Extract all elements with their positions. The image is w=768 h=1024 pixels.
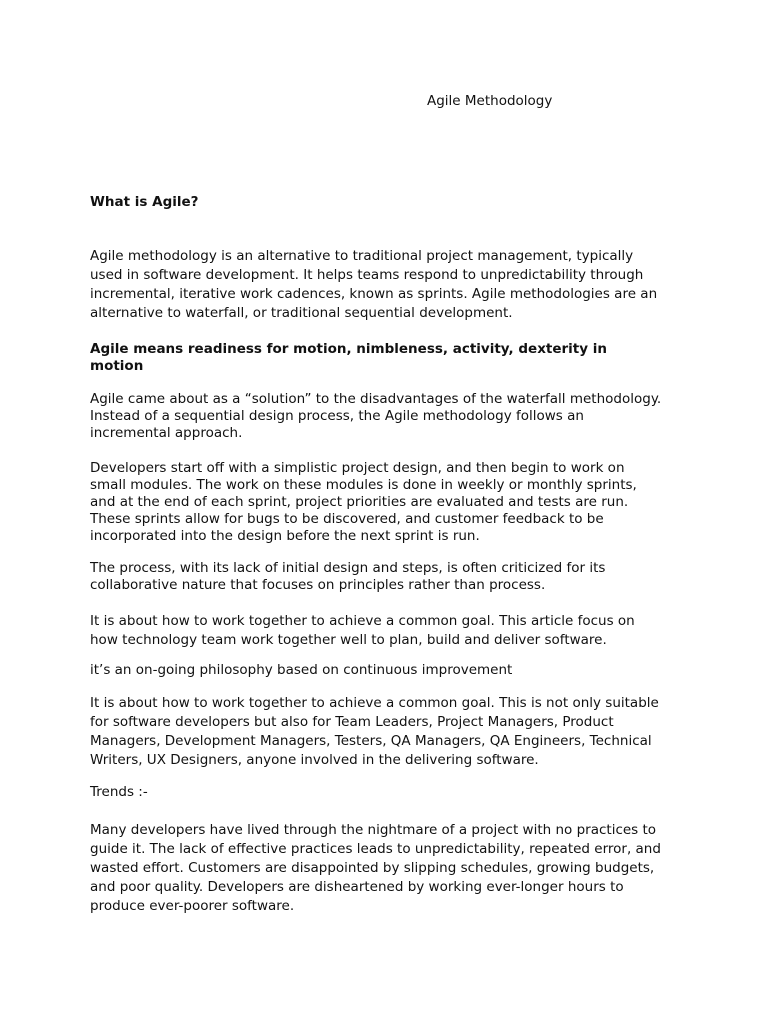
paragraph-work-together (90, 612, 690, 650)
paragraph-trends-label (90, 784, 690, 801)
heading-line: motion (90, 358, 144, 374)
text-line: and at the end of each sprint, project priorities are evaluated and tests are run. (90, 494, 629, 510)
paragraph-nightmare (90, 821, 690, 916)
text-line: incremental, iterative work cadences, known as sprints. Agile methodologies are an (90, 286, 658, 302)
text-line: Instead of a sequential design process, the Agile methodology follows an (90, 408, 584, 424)
paragraph-agile-definition (90, 247, 690, 323)
text-line: small modules. The work on these modules is done in weekly or monthly sprints, (90, 477, 637, 493)
paragraph-philosophy (90, 662, 690, 679)
text-line: Managers, Development Managers, Testers, QA Managers, QA Engineers, Technical (90, 733, 652, 749)
heading-agile-means (90, 341, 690, 375)
text-line: incorporated into the design before the next sprint is run. (90, 528, 480, 544)
text-line: Many developers have lived through the nightmare of a project with no practices to (90, 822, 657, 838)
text-line: Developers start off with a simplistic project design, and then begin to work on (90, 460, 625, 476)
heading-what-is-agile: What is Agile? (90, 194, 199, 210)
text-line: Trends :- (90, 784, 148, 800)
text-line: produce ever-poorer software. (90, 898, 295, 914)
text-line: incremental approach. (90, 425, 243, 441)
text-line: Agile methodology is an alternative to traditional project management, typically (90, 248, 634, 264)
text-line: it’s an on-going philosophy based on continuous improvement (90, 662, 513, 678)
paragraph-solution (90, 391, 690, 442)
text-line: alternative to waterfall, or traditional sequential development. (90, 305, 513, 321)
text-line: wasted effort. Customers are disappointed by slipping schedules, growing budgets, (90, 860, 655, 876)
paragraph-not-only-suitable (90, 694, 690, 770)
text-line: guide it. The lack of effective practices leads to unpredictability, repeated error, and (90, 841, 661, 857)
text-line: for software developers but also for Team Leaders, Project Managers, Product (90, 714, 614, 730)
text-line: It is about how to work together to achieve a common goal. This article focus on (90, 613, 635, 629)
text-line: how technology team work together well to plan, build and deliver software. (90, 632, 607, 648)
document-title: Agile Methodology (427, 93, 553, 109)
text-line: Writers, UX Designers, anyone involved in the delivering software. (90, 752, 539, 768)
text-line: Agile came about as a “solution” to the disadvantages of the waterfall methodology. (90, 391, 662, 407)
text-line: collaborative nature that focuses on principles rather than process. (90, 577, 546, 593)
text-line: and poor quality. Developers are disheartened by working ever-longer hours to (90, 879, 624, 895)
heading-line: Agile means readiness for motion, nimbleness, activity, dexterity in (90, 341, 607, 357)
paragraph-process-criticized (90, 560, 690, 594)
text-line: These sprints allow for bugs to be discovered, and customer feedback to be (90, 511, 604, 527)
paragraph-developers-start (90, 460, 690, 545)
text-line: The process, with its lack of initial design and steps, is often criticized for its (90, 560, 606, 576)
text-line: It is about how to work together to achieve a common goal. This is not only suitable (90, 695, 659, 711)
text-line: used in software development. It helps teams respond to unpredictability through (90, 267, 644, 283)
